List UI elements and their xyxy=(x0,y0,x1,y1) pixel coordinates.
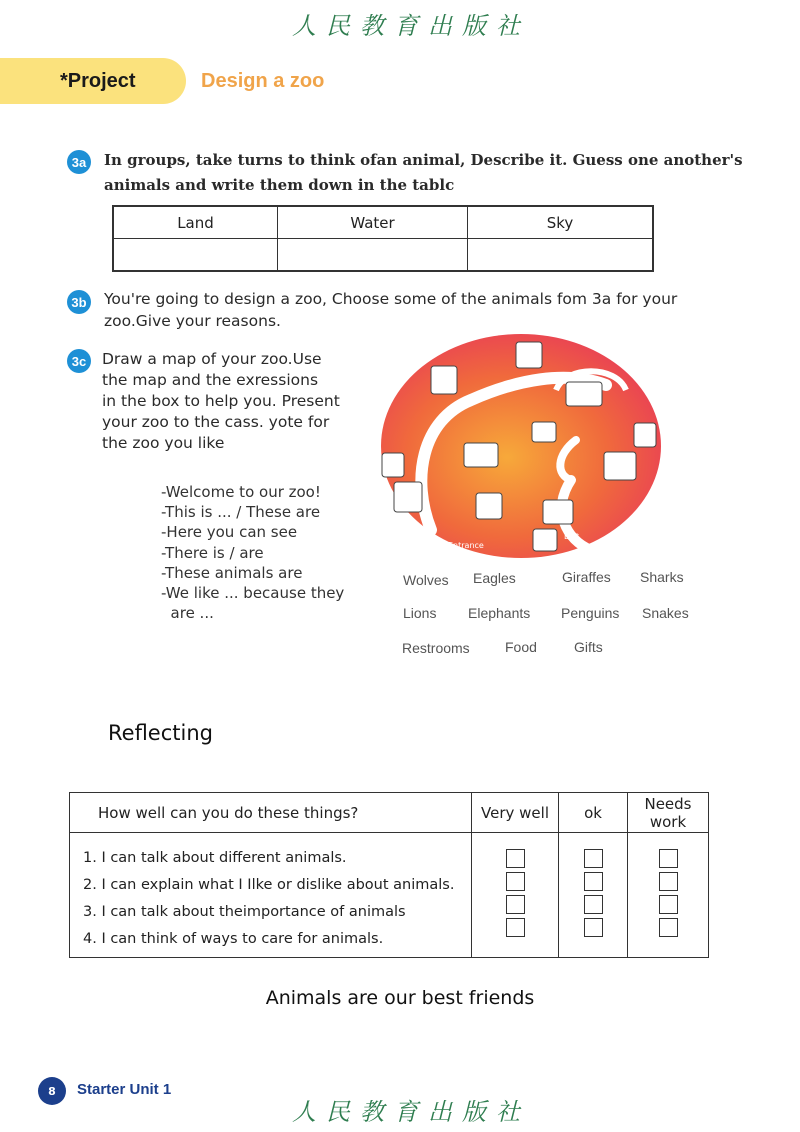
word: Gifts xyxy=(574,639,603,655)
habitat-cell-water[interactable] xyxy=(278,239,468,272)
expression: -Here you can see xyxy=(161,523,298,542)
reflection-header-ok: ok xyxy=(559,793,628,833)
page-number: 8 xyxy=(38,1077,66,1105)
expression: -These animals are xyxy=(161,563,303,582)
checkbox-very-well-3[interactable] xyxy=(506,895,525,914)
banner-title: Design a zoo xyxy=(201,70,325,92)
badge-3b: 3b xyxy=(67,290,91,314)
exit-label: Exit xyxy=(564,532,580,541)
word: Lions xyxy=(403,605,437,621)
instruction-3c-line: your zoo to the cass. yote for xyxy=(102,413,330,431)
checkbox-needs-work-4[interactable] xyxy=(659,918,678,937)
badge-3c: 3c xyxy=(67,349,91,373)
checkbox-needs-work-3[interactable] xyxy=(659,895,678,914)
snake-icon xyxy=(516,342,542,368)
habitat-header-water: Water xyxy=(278,206,468,239)
checkbox-ok-4[interactable] xyxy=(584,918,603,937)
word: Food xyxy=(505,639,537,655)
checkbox-ok-1[interactable] xyxy=(584,849,603,868)
very-well-column xyxy=(472,833,559,958)
instruction-3c-line: in the box to help you. Present xyxy=(102,392,340,410)
habitat-table xyxy=(112,205,654,272)
reflecting-title: Reflecting xyxy=(108,721,213,745)
habitat-header-sky: Sky xyxy=(468,206,654,239)
reflection-item: 4. I can think of ways to care for animals. xyxy=(83,931,384,947)
reflection-header-very-well: Very well xyxy=(472,793,559,833)
checkbox-needs-work-2[interactable] xyxy=(659,872,678,891)
instruction-3b-line2: zoo.Give your reasons. xyxy=(104,312,281,330)
eagle-icon xyxy=(431,366,457,394)
word: Eagles xyxy=(473,570,516,586)
instruction-3c-line: Draw a map of your zoo.Use xyxy=(102,350,322,368)
word: Wolves xyxy=(403,572,449,588)
exit-gate-icon xyxy=(533,529,557,551)
word: Snakes xyxy=(642,605,689,621)
unit-label: Starter Unit 1 xyxy=(77,1081,172,1098)
restroom-icon xyxy=(634,423,656,447)
lion-icon xyxy=(543,500,573,524)
wolf-icon xyxy=(604,452,636,480)
word: Restrooms xyxy=(402,640,470,656)
habitat-cell-sky[interactable] xyxy=(468,239,654,272)
needs-work-column xyxy=(628,833,709,958)
ok-column xyxy=(559,833,628,958)
instruction-3c-line: the map and the exressions xyxy=(102,371,319,389)
expression: -There is / are xyxy=(161,543,264,562)
checkbox-very-well-2[interactable] xyxy=(506,872,525,891)
gift-icon xyxy=(394,482,422,512)
badge-3a: 3a xyxy=(67,150,91,174)
checkbox-ok-2[interactable] xyxy=(584,872,603,891)
checkbox-very-well-4[interactable] xyxy=(506,918,525,937)
entrance-label: Entrance xyxy=(448,541,484,550)
reflection-table xyxy=(69,792,709,958)
reflection-items xyxy=(70,833,472,958)
reflection-item: 1. I can talk about different animals. xyxy=(83,850,347,866)
checkbox-very-well-1[interactable] xyxy=(506,849,525,868)
expression: -Welcome to our zoo! xyxy=(161,483,321,501)
publisher-logo-bottom: 人民教育出版社 xyxy=(292,1098,530,1126)
word: Penguins xyxy=(561,605,620,621)
habitat-header-land: Land xyxy=(113,206,278,239)
expression: -This is ... / These are xyxy=(161,503,321,522)
penguin-icon xyxy=(476,493,502,519)
food-icon xyxy=(532,422,556,442)
giraffe-icon xyxy=(566,382,602,406)
instruction-3c-line: the zoo you like xyxy=(102,434,225,452)
word: Giraffes xyxy=(562,569,611,585)
reflection-item: 2. I can explain what I Ilke or dislike about animals. xyxy=(83,877,455,893)
reflection-item: 3. I can talk about theimportance of animals xyxy=(83,904,406,920)
word: Elephants xyxy=(468,605,531,621)
reflection-header-needs-work: Needs work xyxy=(628,793,709,833)
checkbox-needs-work-1[interactable] xyxy=(659,849,678,868)
expression: are ... xyxy=(161,604,214,623)
banner-label: *Project xyxy=(60,70,136,92)
instruction-3a-line2: animals and write them down in the tablc xyxy=(104,176,455,194)
expression: -We like ... because they xyxy=(161,584,345,603)
restroom-icon xyxy=(382,453,404,477)
instruction-3a-line1: In groups, take turns to think ofan animal, Describe it. Guess one another's xyxy=(104,151,743,169)
closing-sentence: Animals are our best friends xyxy=(265,987,535,1009)
publisher-logo-top: 人民教育出版社 xyxy=(292,12,530,40)
zoo-map-illustration xyxy=(376,330,666,562)
instruction-3c xyxy=(102,349,340,454)
habitat-cell-land[interactable] xyxy=(113,239,278,272)
checkbox-ok-3[interactable] xyxy=(584,895,603,914)
word: Sharks xyxy=(640,569,684,585)
expressions-box xyxy=(161,482,344,623)
shark-icon xyxy=(464,443,498,467)
reflection-header-question: How well can you do these things? xyxy=(70,793,472,833)
instruction-3b-line1: You're going to design a zoo, Choose some of the animals fom 3a for your xyxy=(104,290,678,308)
